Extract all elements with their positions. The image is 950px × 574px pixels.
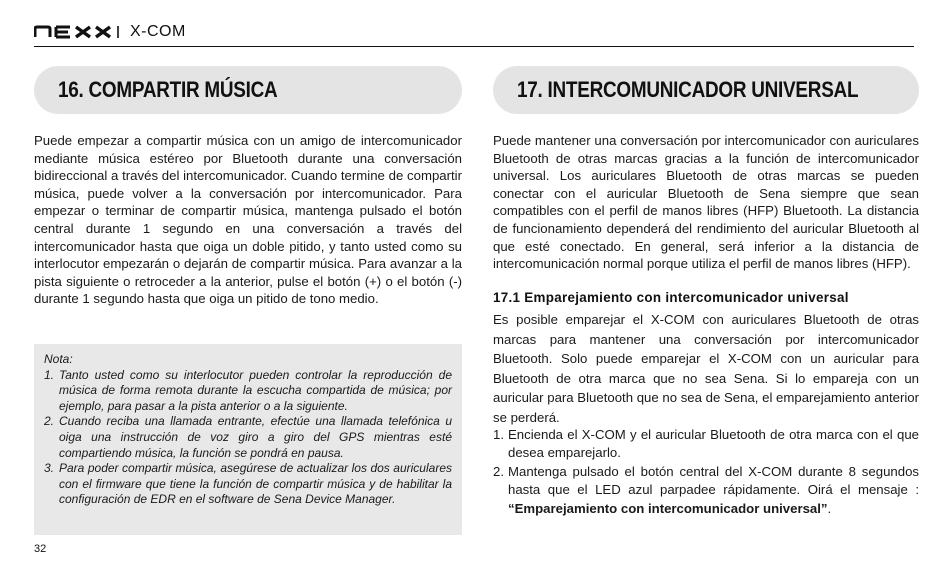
subsection-17-1-heading: 17.1 Emparejamiento con intercomunicador universal: [493, 290, 849, 305]
note-title: Nota:: [44, 352, 73, 366]
voice-prompt-message: “Emparejamiento con intercomunicador universal”: [508, 500, 828, 516]
header-rule: [34, 46, 914, 47]
note-item: [44, 461, 452, 508]
note-box: [34, 344, 462, 535]
section-17-title-bar: [493, 66, 919, 114]
note-list: [44, 368, 452, 508]
note-item-number: 2.: [44, 414, 55, 429]
step-text: Mantenga pulsado el botón central del X-COM durante 8 segundos hasta que el LED azul parpadee rápidamente. Oirá el mensaje :: [508, 463, 919, 498]
note-item-text: Tanto usted como su interlocutor pueden controlar la reproducción de música de forma remota durante la escucha compartida de música; por ejemplo, para pasar a la pista anterior o a la siguiente.: [59, 367, 452, 413]
nexx-logo: [34, 25, 126, 39]
note-item: [44, 414, 452, 461]
subsection-17-1-paragraph: Es posible emparejar el X-COM con auriculares Bluetooth de otras marcas para mantener una conversación por intercomunicador Bluetooth. Solo puede emparejar el X-COM con un auricular para Bluetooth de otra marca que no sea Sena. Si lo empareja con un auricular para Bluetooth que no sea de Sena, el emparejamiento anterior se perderá.: [493, 312, 919, 425]
section-16-title-bar: [34, 66, 462, 114]
page-header: [34, 20, 186, 44]
step-end-punctuation: .: [827, 500, 832, 516]
nexx-logo-mark: [34, 25, 126, 39]
step-text: Encienda el X-COM y el auricular Bluetooth de otra marca con el que desea emparejarlo.: [508, 427, 919, 461]
pairing-steps: [493, 426, 919, 518]
model-name: X-COM: [130, 23, 186, 40]
step-item: [493, 463, 919, 518]
step-item: [493, 426, 919, 463]
note-item: [44, 368, 452, 415]
step-number: 1.: [493, 427, 504, 442]
section-16-title: 16. COMPARTIR MÚSICA: [58, 77, 278, 102]
section-17-paragraph: Puede mantener una conversación por intercomunicador con auriculares Bluetooth de otras marcas gracias a la función de intercomunicador universal. Los auriculares Bluetooth de otras marcas se pueden conectar con el auricular Bluetooth de Sena siempre que sean compatibles con el perfil de manos libres (HFP) Bluetooth. La distancia de funcionamiento dependerá del rendimiento del auricular Bluetooth al que esté conectado. En general, será inferior a la distancia de intercomunicación normal porque utiliza el perfil de manos libres (HFP).: [493, 133, 919, 272]
section-16-paragraph: Puede empezar a compartir música con un amigo de intercomunicador mediante música estéreo por Bluetooth durante una conversación bidireccional a través del intercomunicador. Cuando termine de compartir música, puede volver a la conversación por intercomunicador. Para empezar o terminar de compartir música, mantenga pulsado el botón central durante 1 segundo en una conversación a través del intercomunicador hasta que oiga un doble pitido, y tanto usted como su interlocutor empezarán o dejarán de compartir música. Para avanzar a la pista siguiente o retroceder a la anterior, pulse el botón (+) o el botón (-) durante 1 segundo hasta que oiga un pitido de tono medio.: [34, 133, 462, 307]
section-17-title: 17. INTERCOMUNICADOR UNIVERSAL: [517, 77, 859, 102]
step-number: 2.: [493, 463, 504, 479]
note-item-number: 1.: [44, 367, 55, 382]
page-number: 32: [34, 543, 47, 555]
note-item-text: Cuando reciba una llamada entrante, efectúe una llamada telefónica u oiga una instrucción de voz giro a giro del GPS mientras esté compartiendo música, la función se pondrá en pausa.: [59, 414, 452, 460]
note-item-number: 3.: [44, 461, 55, 476]
note-item-text: Para poder compartir música, asegúrese de actualizar los dos auriculares con el firmware que tiene la función de compartir música y de habilitar la configuración de EDR en el software de Sena Device Manager.: [59, 461, 452, 507]
